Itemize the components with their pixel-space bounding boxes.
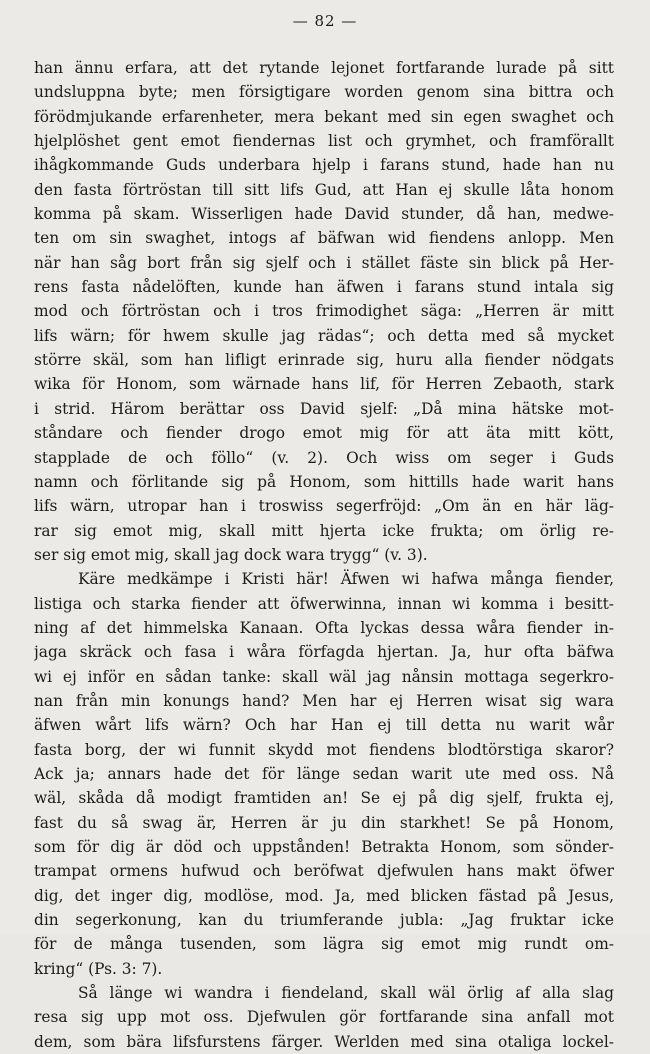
text-line: resa sig upp mot oss. Djefwulen gör fortfarande sina anfall mot: [34, 1008, 614, 1027]
text-line: ten om sin swaghet, intogs af bäfwan wid fiendens anlopp. Men: [34, 229, 614, 248]
text-line: listiga och starka fiender att öfwerwinna, innan wi komma i besitt-: [34, 594, 614, 613]
text-line: som för dig är död och uppstånden! Betrakta Honom, som sönder-: [34, 838, 614, 856]
text-line: Käre medkämpe i Kristi här! Äfwen wi hafwa många fiender,: [78, 570, 614, 589]
text-line: mod och förtröstan och i tros frimodighet säga: „Herren är mitt: [34, 302, 614, 321]
text-line: ståndare och fiender drogo emot mig för att äta mitt kött,: [34, 424, 614, 443]
text-line: när han såg bort från sig sjelf och i stället fäste sin blick på Her-: [34, 253, 614, 272]
text-line: hjelplöshet gent emot fiendernas list och grymhet, och framförallt: [34, 132, 614, 151]
text-line: trampat ormens hufwud och beröfwat djefwulen hans makt öfwer: [34, 862, 614, 881]
text-line: stapplade de och föllo“ (v. 2). Och wiss om seger i Guds: [34, 448, 614, 467]
text-line: wi ej inför en sådan tanke: skall wäl jag nånsin mottaga segerkro-: [34, 667, 614, 686]
text-line: ser sig emot mig, skall jag dock wara trygg“ (v. 3).: [34, 545, 428, 564]
text-line: lifs wärn; för hwem skulle jag rädas“; och detta med så mycket: [34, 326, 614, 345]
text-line: kring“ (Ps. 3: 7).: [34, 959, 163, 978]
text-line: han ännu erfara, att det rytande lejonet fortfarande lurade på sitt: [34, 59, 614, 77]
text-line: äfwen wårt lifs wärn? Och har Han ej till detta nu warit wår: [34, 716, 614, 735]
text-line: din segerkonung, kan du triumferande jubla: „Jag fruktar icke: [34, 911, 614, 930]
text-line: i strid. Härom berättar oss David sjelf: „Då mina hätske mot-: [34, 399, 614, 418]
text-line: ning af det himmelska Kanaan. Ofta lyckas dessa wåra fiender in-: [34, 618, 614, 637]
text-line: dem, som bära lifsfurstens färger. Werlden med sina otaliga lockel-: [34, 1032, 614, 1051]
text-line: jaga skräck och fasa i wåra förfagda hjertan. Ja, hur ofta bäfwa: [34, 643, 614, 662]
text-line: nan från min konungs hand? Men har ej Herren wisat sig wara: [34, 691, 614, 710]
text-line: fast du så swag är, Herren är ju din starkhet! Se på Honom,: [34, 813, 614, 832]
text-line: lifs wärn, utropar han i troswiss segerfröjd: „Om än en här läg-: [34, 497, 614, 516]
page-number: — 82 —: [292, 12, 358, 30]
text-line: ihågkommande Guds underbara hjelp i farans stund, hade han nu: [34, 156, 614, 175]
text-line: komma på skam. Wisserligen hade David stunder, då han, medwe-: [34, 205, 614, 224]
text-line: rar sig emot mig, skall mitt hjerta icke frukta; om örlig re-: [34, 521, 614, 540]
text-line: större skäl, som han lifligt erinrade sig, huru alla fiender nödgats: [34, 351, 614, 370]
text-line: förödmjukande erfarenheter, mera bekant med sin egen swaghet och: [34, 107, 614, 126]
text-line: namn och förlitande sig på Honom, som hittills hade warit hans: [34, 472, 614, 491]
text-line: för de många tusenden, som lägra sig emot mig rundt om-: [34, 935, 614, 954]
text-line: Ack ja; annars hade det för länge sedan warit ute med oss. Nå: [34, 764, 614, 783]
body-text: [34, 56, 614, 1054]
text-line: fasta borg, der wi funnit skydd mot fiendens blodtörstiga skaror?: [34, 740, 614, 759]
text-line: den fasta förtröstan till sitt lifs Gud, att Han ej skulle låta honom: [34, 180, 614, 199]
text-line: wäl, skåda då modigt framtiden an! Se ej på dig sjelf, frukta ej,: [34, 789, 614, 808]
text-line: Så länge wi wandra i fiendeland, skall wäl örlig af alla slag: [78, 984, 614, 1003]
text-line: dig, det inger dig, modlöse, mod. Ja, med blicken fästad på Jesus,: [34, 886, 614, 905]
text-line: wika för Honom, som wärnade hans lif, för Herren Zebaoth, stark: [34, 375, 614, 394]
text-line: undsluppna byte; men försigtigare worden genom sina bittra och: [34, 83, 614, 102]
text-line: rens fasta nådelöften, kunde han äfwen i farans stund intala sig: [34, 278, 614, 297]
